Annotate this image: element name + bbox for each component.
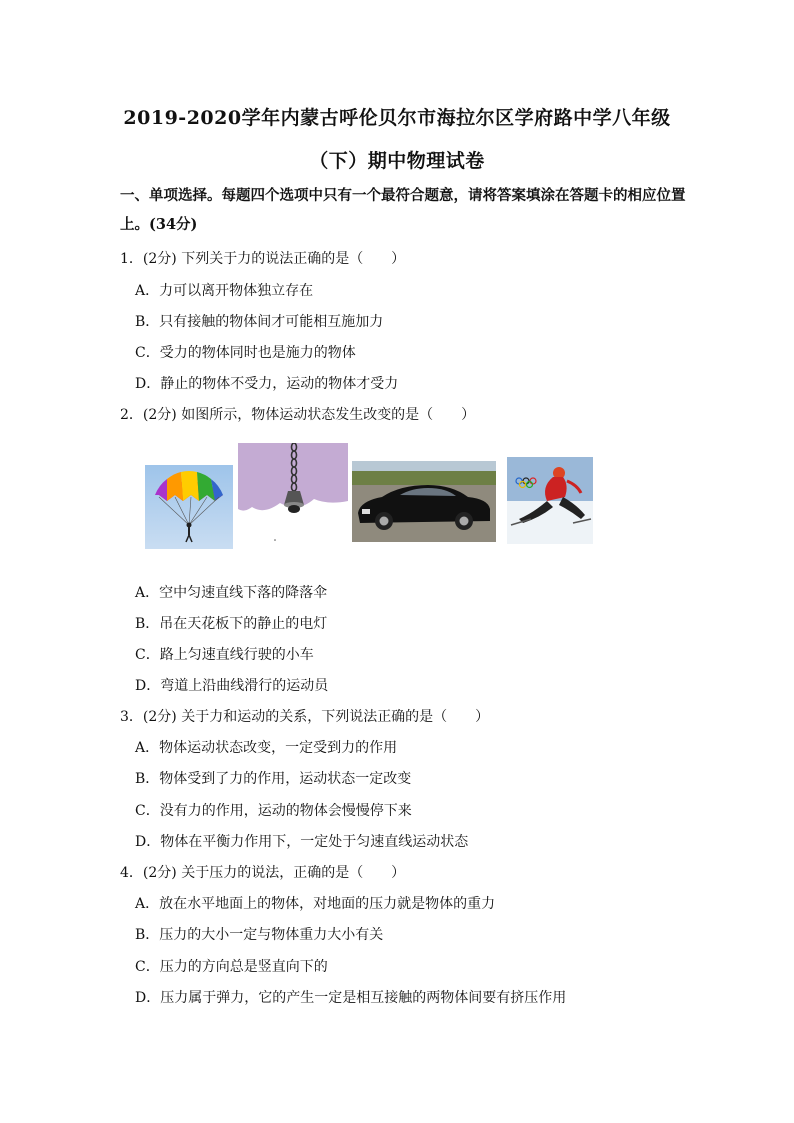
question-1-option-b: B．只有接触的物体间才可能相互施加力: [135, 314, 384, 330]
question-2-option-b: B．吊在天花板下的静止的电灯: [135, 616, 328, 632]
question-4-option-b: B．压力的大小一定与物体重力大小有关: [135, 927, 384, 943]
question-4-stem: 4．(2分) 关于压力的说法，正确的是（ ）: [120, 865, 406, 881]
exam-title-line2: （下）期中物理试卷: [309, 150, 485, 172]
question-3-option-a: A．物体运动状态改变，一定受到力的作用: [135, 740, 398, 756]
speed-skater-image: [507, 457, 593, 544]
question-1-stem: 1．(2分) 下列关于力的说法正确的是（ ）: [120, 251, 406, 267]
question-2-option-d: D．弯道上沿曲线滑行的运动员: [135, 678, 329, 694]
question-2-stem: 2．(2分) 如图所示，物体运动状态发生改变的是（ ）: [120, 407, 476, 423]
hanging-lamp-image: [238, 443, 348, 543]
parachute-image: [145, 465, 233, 549]
question-2-option-c: C．路上匀速直线行驶的小车: [135, 647, 314, 663]
question-4-option-a: A．放在水平地面上的物体，对地面的压力就是物体的重力: [135, 896, 496, 912]
question-3-option-b: B．物体受到了力的作用，运动状态一定改变: [135, 771, 412, 787]
question-1-option-c: C．受力的物体同时也是施力的物体: [135, 345, 356, 361]
question-4-option-c: C．压力的方向总是竖直向下的: [135, 959, 328, 975]
car-image: [352, 461, 496, 542]
question-3-option-d: D．物体在平衡力作用下，一定处于匀速直线运动状态: [135, 834, 469, 850]
question-3-stem: 3．(2分) 关于力和运动的关系，下列说法正确的是（ ）: [120, 709, 490, 725]
question-3-option-c: C．没有力的作用，运动的物体会慢慢停下来: [135, 803, 412, 819]
question-4-option-d: D．压力属于弹力，它的产生一定是相互接触的两物体间要有挤压作用: [135, 990, 567, 1006]
question-1-option-a: A．力可以离开物体独立存在: [135, 283, 314, 299]
section-heading: 一、单项选择。每题四个选项中只有一个最符合题意，请将答案填涂在答题卡的相应位置上。(34分): [120, 187, 686, 233]
exam-title-line1: 2019-2020学年内蒙古呼伦贝尔市海拉尔区学府路中学八年级: [123, 107, 671, 129]
question-2-option-a: A．空中匀速直线下落的降落伞: [135, 585, 328, 601]
question-1-option-d: D．静止的物体不受力，运动的物体才受力: [135, 376, 399, 392]
